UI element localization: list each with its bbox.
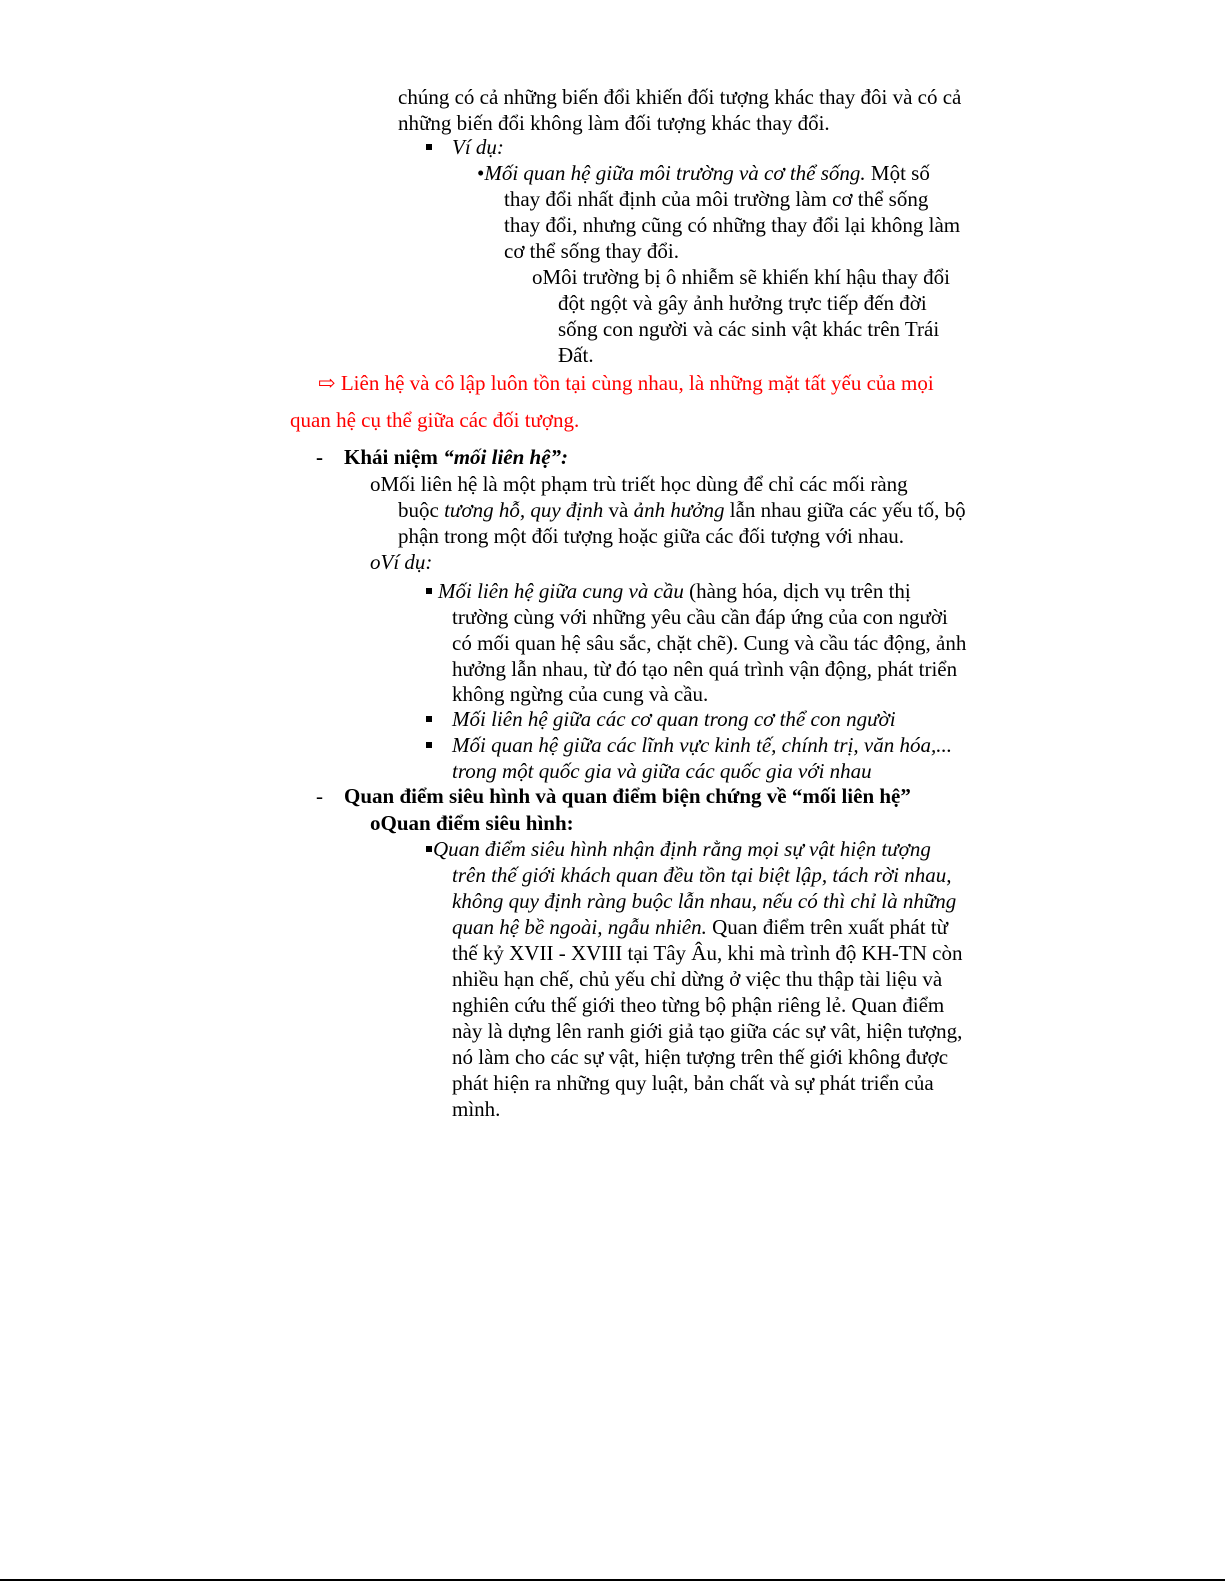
paragraph-line: nó làm cho các sự vật, hiện tượng trên thế giới không được <box>452 1045 949 1069</box>
arrow-right-icon: ⇨ <box>318 371 336 395</box>
sub-item-line: Đất. <box>558 343 594 367</box>
paragraph-line: chúng có cả những biến đổi khiến đối tượng khác thay đôi và có cả <box>398 85 962 109</box>
example-item-line: Mối quan hệ giữa các lĩnh vực kinh tế, chính trị, văn hóa,... <box>452 733 952 757</box>
definition-line: phận trong một đối tượng hoặc giữa các đối tượng với nhau. <box>398 524 905 548</box>
paragraph-line: quan hệ bề ngoài, ngẫu nhiên. Quan điểm trên xuất phát từ <box>452 915 949 939</box>
sub-heading: oQuan điểm siêu hình: <box>370 811 574 835</box>
circle-bullet-icon: o <box>532 265 543 289</box>
example-item-line: cơ thể sống thay đổi. <box>504 239 679 263</box>
paragraph-line: trên thế giới khách quan đều tồn tại biệt lập, tách rời nhau, <box>452 863 952 887</box>
example-item-line: hưởng lẫn nhau, từ đó tạo nên quá trình vận động, phát triển <box>452 657 958 681</box>
dash-bullet-icon: - <box>316 784 323 808</box>
sub-item-line: sống con người và các sinh vật khác trên Trái <box>558 317 940 341</box>
conclusion-line: ⇨ Liên hệ và cô lập luôn tồn tại cùng nhau, là những mặt tất yếu của mọi <box>318 371 934 395</box>
square-bullet-icon <box>426 742 432 748</box>
example-item-title: Mối quan hệ giữa môi trường và cơ thể sống. <box>484 161 866 185</box>
example-item-line: Mối liên hệ giữa các cơ quan trong cơ thể con người <box>452 707 896 731</box>
example-item-line: trường cùng với những yêu cầu cần đáp ứng của con người <box>452 605 948 629</box>
square-bullet-icon <box>426 846 432 852</box>
circle-bullet-icon: o <box>370 472 381 496</box>
page-bottom-rule <box>0 1579 1225 1581</box>
round-bullet-icon: • <box>477 161 485 185</box>
dash-bullet-icon: - <box>316 445 323 469</box>
paragraph-line: nhiều hạn chế, chủ yếu chỉ dừng ở việc thu thập tài liệu và <box>452 967 943 991</box>
paragraph-line: phát hiện ra những quy luật, bản chất và sự phát triển của <box>452 1071 934 1095</box>
example-item-line: thay đổi, nhưng cũng có những thay đổi lại không làm <box>504 213 961 237</box>
example-item-line <box>477 160 930 186</box>
circle-bullet-icon: o <box>370 811 381 835</box>
example-item-text: Một số <box>865 161 930 185</box>
paragraph-line: này là dựng lên ranh giới giả tạo giữa các sự vât, hiện tượng, <box>452 1019 963 1043</box>
sub-item-line: oMôi trường bị ô nhiễm sẽ khiến khí hậu thay đổi <box>532 265 950 289</box>
paragraph-line: mình. <box>452 1097 501 1121</box>
definition-line: buộc tương hỗ, quy định và ảnh hưởng lẫn nhau giữa các yếu tố, bộ <box>398 498 966 522</box>
example-item-line: trong một quốc gia và giữa các quốc gia với nhau <box>452 759 872 783</box>
example-item-line: Mối liên hệ giữa cung và cầu (hàng hóa, dịch vụ trên thị <box>438 579 911 603</box>
example-item-line: có mối quan hệ sâu sắc, chặt chẽ). Cung và cầu tác động, ảnh <box>452 631 967 655</box>
example-label: Ví dụ: <box>452 135 504 159</box>
paragraph-line: nghiên cứu thế giới theo từng bộ phận riêng lẻ. Quan điểm <box>452 993 945 1017</box>
paragraph-line: không quy định ràng buộc lẫn nhau, nếu có thì chỉ là những <box>452 889 957 913</box>
square-bullet-icon <box>426 716 432 722</box>
section-heading: Khái niệm “mối liên hệ”: <box>344 445 569 469</box>
circle-bullet-icon: o <box>370 550 381 574</box>
paragraph-line: những biến đổi không làm đối tượng khác thay đổi. <box>398 111 830 135</box>
square-bullet-icon <box>426 144 432 150</box>
example-label: oVí dụ: <box>370 550 433 574</box>
paragraph-line: thế kỷ XVII - XVIII tại Tây Âu, khi mà trình độ KH-TN còn <box>452 941 963 965</box>
sub-item-line: đột ngột và gây ảnh hưởng trực tiếp đến đời <box>558 291 927 315</box>
example-item-line: không ngừng của cung và cầu. <box>452 682 709 706</box>
paragraph-line: Quan điểm siêu hình nhận định rằng mọi sự vật hiện tượng <box>433 837 931 861</box>
conclusion-line: quan hệ cụ thể giữa các đối tượng. <box>290 408 580 432</box>
section-heading: Quan điểm siêu hình và quan điểm biện chứng về “mối liên hệ” <box>344 784 911 808</box>
example-item-line: thay đổi nhất định của môi trường làm cơ thể sống <box>504 187 929 211</box>
definition-line: oMối liên hệ là một phạm trù triết học dùng để chỉ các mối ràng <box>370 472 908 496</box>
square-bullet-icon <box>426 588 432 594</box>
